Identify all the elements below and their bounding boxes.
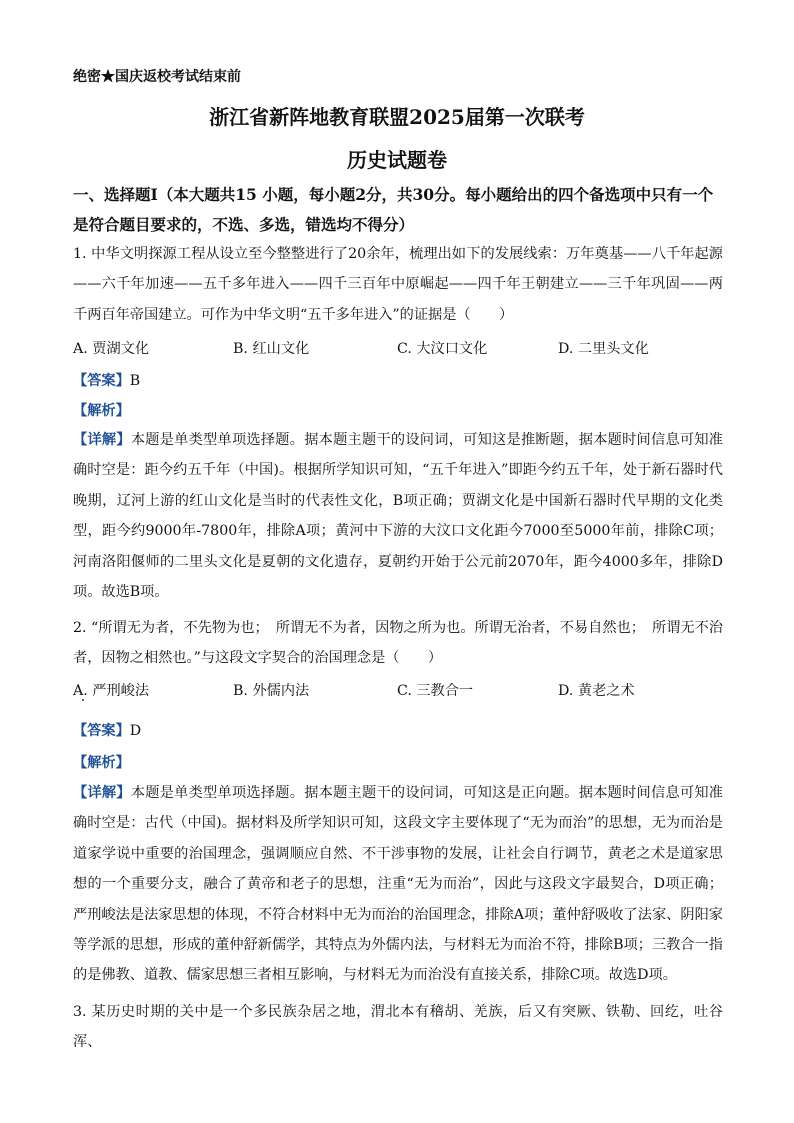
secret-label: 绝密★国庆返校考试结束前	[73, 69, 241, 85]
question-2-detail	[73, 778, 723, 991]
answer-value: D	[129, 723, 142, 739]
option-a: A. 贾湖文化	[73, 341, 150, 357]
exam-subtitle: 历史试题卷	[347, 148, 447, 172]
section-heading: 一、选择题Ⅰ（本大题共15 小题，每小题2分，共30分。每小题给出的四个备选项中只有一个是符合题目要求的，不选、多选，错选均不得分）	[73, 185, 714, 234]
option-d: D. 黄老之术	[558, 683, 635, 699]
question-1-stem: 1. 中华文明探源工程从设立至今整整进行了20余年，梳理出如下的发展线索：万年奠基——八千年起源——六千年加速——五千多年进入——四千三百年中原崛起——四千年王朝建立——三千年巩固——两千两百年帝国建立。可作为中华文明“五千多年进入”的证据是（ ）	[73, 246, 723, 323]
question-2-stem: 2. “所谓无为者，不先物为也； 所谓无不为者，因物之所为也。所谓无治者，不易自然也； 所谓无不治者，因物之相然也。”与这段文字契合的治国理念是（ ）	[73, 620, 723, 667]
question-2-analysis-label: 【解析】	[73, 755, 130, 771]
option-b: B. 红山文化	[233, 341, 310, 357]
question-1-options	[73, 338, 723, 362]
option-c: C. 大汶口文化	[397, 341, 488, 357]
question-3-stem: 3. 某历史时期的关中是一个多民族杂居之地，渭北本有稽胡、羌族，后又有突厥、铁勒、回纥，吐谷浑、	[73, 1004, 723, 1051]
question-2-options	[73, 680, 723, 704]
option-b: B. 外儒内法	[233, 683, 310, 699]
question-1-detail	[73, 425, 723, 607]
detail-label: 【详解】	[73, 785, 131, 801]
option-a: A. 严刑峻法	[73, 683, 150, 699]
detail-text: 本题是单类型单项选择题。据本题主题干的设问词，可知这是推断题，据本题时间信息可知准确时空是：距今约五千年（中国)。根据所学知识可知，“五千年进入”即距今约五千年，处于新石器时代晚期，辽河上游的红山文化是当时的代表性文化，B项正确；贾湖文化是中国新石器时代早期的文化类型，距今约9000年-7800年，排除A项；黄河中下游的大汶口文化距今7000至5000年前，排除C项；河南洛阳偃师的二里头文化是夏朝的文化遗存，夏朝约开始于公元前2070年，距今4000多年，排除D项。故选B项。	[73, 432, 723, 601]
option-c: C. 三教合一	[397, 683, 474, 699]
question-1-answer	[73, 370, 140, 390]
answer-value: B	[129, 373, 141, 389]
scan-dot	[82, 699, 84, 701]
question-1-analysis-label: 【解析】	[73, 403, 130, 419]
answer-label: 【答案】	[73, 373, 130, 389]
question-2-answer	[73, 720, 141, 740]
exam-title: 浙江省新阵地教育联盟2025届第一次联考	[209, 105, 585, 129]
answer-label: 【答案】	[73, 723, 130, 739]
detail-text: 本题是单类型单项选择题。据本题主题干的设问词，可知这是正向题。据本题时间信息可知准确时空是：古代（中国)。据材料及所学知识可知，这段文字主要体现了“无为而治”的思想，无为而治是道家学说中重要的治国理念，强调顺应自然、不干涉事物的发展，让社会自行调节，黄老之术是道家思想的一个重要分支，融合了黄帝和老子的思想，注重“无为而治”，因此与这段文字最契合，D项正确；严刑峻法是法家思想的体现，不符合材料中无为而治的治国理念，排除A项；董仲舒吸收了法家、阴阳家等学派的思想，形成的董仲舒新儒学，其特点为外儒内法，与材料无为而治不符，排除B项；三教合一指的是佛教、道教、儒家思想三者相互影响，与材料无为而治没有直接关系，排除C项。故选D项。	[73, 785, 723, 984]
option-d: D. 二里头文化	[558, 341, 649, 357]
detail-label: 【详解】	[73, 432, 131, 448]
